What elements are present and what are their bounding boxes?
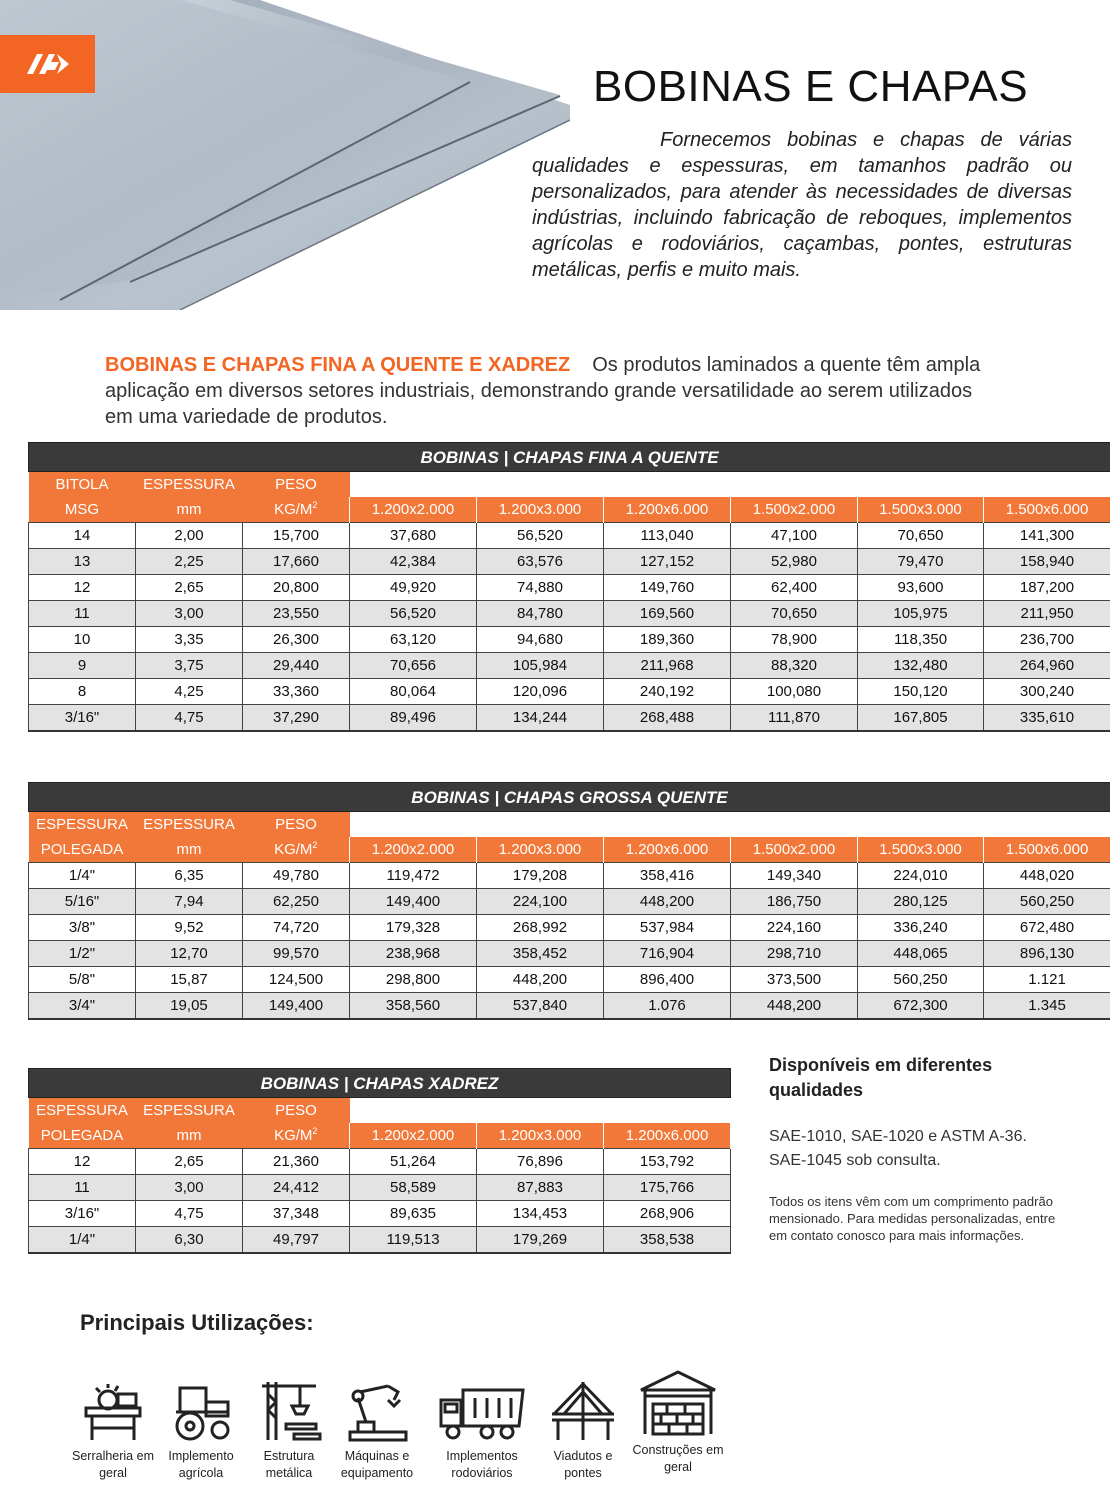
- table-cell: 33,360: [243, 679, 350, 705]
- column-header: BITOLA: [29, 472, 136, 498]
- column-header: PESO: [243, 1098, 350, 1124]
- table-row: [29, 601, 1110, 627]
- table-cell: 56,520: [477, 523, 604, 549]
- column-unit: [136, 1123, 243, 1149]
- table-cell: 1.345: [984, 993, 1110, 1020]
- table-cell: 298,710: [731, 941, 858, 967]
- table-cell: 560,250: [984, 889, 1110, 915]
- page-title: BOBINAS E CHAPAS: [593, 62, 1029, 111]
- table-cell: 238,968: [350, 941, 477, 967]
- table-grossa-quente: [28, 782, 1110, 1020]
- header-blank: [350, 812, 1110, 838]
- table-cell: 1/2": [29, 941, 136, 967]
- table-cell: 37,680: [350, 523, 477, 549]
- table-cell: 37,290: [243, 705, 350, 732]
- table-cell: 7,94: [136, 889, 243, 915]
- table-cell: 6,30: [136, 1227, 243, 1254]
- size-header: 1.200x3.000: [477, 1123, 604, 1149]
- table-cell: 29,440: [243, 653, 350, 679]
- table-cell: 15,87: [136, 967, 243, 993]
- table-row: [29, 863, 1110, 889]
- table-cell: 19,05: [136, 993, 243, 1020]
- table-cell: 70,656: [350, 653, 477, 679]
- column-unit: [29, 497, 136, 523]
- dump-truck-icon: [437, 1378, 527, 1444]
- table-cell: 5/16": [29, 889, 136, 915]
- table-title-row: [29, 1069, 731, 1098]
- table-cell: 672,300: [858, 993, 984, 1020]
- table-cell: 3,00: [136, 1175, 243, 1201]
- table-cell: 5/8": [29, 967, 136, 993]
- table-cell: 100,080: [731, 679, 858, 705]
- table-cell: 2,00: [136, 523, 243, 549]
- table-xadrez: [28, 1068, 731, 1254]
- unit-label: KG/M: [274, 501, 313, 518]
- table-row: [29, 679, 1110, 705]
- table-cell: 896,130: [984, 941, 1110, 967]
- table-cell: 448,200: [604, 889, 731, 915]
- table-cell: 448,065: [858, 941, 984, 967]
- header-row: [29, 812, 1110, 838]
- table-cell: 70,650: [731, 601, 858, 627]
- size-header: 1.200x2.000: [350, 1123, 477, 1149]
- table-cell: 11: [29, 1175, 136, 1201]
- table-cell: 15,700: [243, 523, 350, 549]
- size-header: 1.200x6.000: [604, 837, 731, 863]
- table-cell: 167,805: [858, 705, 984, 732]
- table-cell: 76,896: [477, 1149, 604, 1175]
- table-cell: 716,904: [604, 941, 731, 967]
- table-cell: 169,560: [604, 601, 731, 627]
- table-cell: 37,348: [243, 1201, 350, 1227]
- table-cell: 335,610: [984, 705, 1110, 732]
- table-cell: 2,65: [136, 575, 243, 601]
- table-row: [29, 1175, 731, 1201]
- table-title: BOBINAS | CHAPAS XADREZ: [29, 1069, 731, 1098]
- table-row: [29, 523, 1110, 549]
- table-cell: 17,660: [243, 549, 350, 575]
- table-row: [29, 889, 1110, 915]
- table-cell: 448,200: [731, 993, 858, 1020]
- header-row: [29, 497, 1110, 523]
- table-cell: 186,750: [731, 889, 858, 915]
- section-text: Os produtos laminados a quente têm ampla aplicação em diversos setores industriais, demonstrando grande versatilidade ao serem utilizados em uma variedade de produtos.: [105, 354, 981, 428]
- table-cell: 537,840: [477, 993, 604, 1020]
- table-cell: 89,496: [350, 705, 477, 732]
- size-header: 1.500x3.000: [858, 497, 984, 523]
- table-cell: 896,400: [604, 967, 731, 993]
- table-cell: 8: [29, 679, 136, 705]
- table-title: BOBINAS | CHAPAS GROSSA QUENTE: [29, 783, 1110, 812]
- table-cell: 224,100: [477, 889, 604, 915]
- table-cell: 189,360: [604, 627, 731, 653]
- table-cell: 47,100: [731, 523, 858, 549]
- table-cell: 80,064: [350, 679, 477, 705]
- uses-list: [70, 1378, 750, 1493]
- table-cell: 3,00: [136, 601, 243, 627]
- qualities-title: Disponíveis em diferentes qualidades: [769, 1055, 993, 1100]
- table-cell: 24,412: [243, 1175, 350, 1201]
- table-row: [29, 575, 1110, 601]
- unit-label: mm: [176, 501, 202, 518]
- size-header: 1.500x6.000: [984, 837, 1110, 863]
- section-heading: BOBINAS E CHAPAS FINA A QUENTE E XADREZ: [105, 354, 571, 376]
- table-cell: 448,020: [984, 863, 1110, 889]
- table-cell: 560,250: [858, 967, 984, 993]
- table-cell: 52,980: [731, 549, 858, 575]
- table-cell: 298,800: [350, 967, 477, 993]
- table-cell: 2,25: [136, 549, 243, 575]
- table-row: [29, 1149, 731, 1175]
- column-unit: [136, 837, 243, 863]
- table-cell: 3,75: [136, 653, 243, 679]
- table-cell: 14: [29, 523, 136, 549]
- table-cell: 9,52: [136, 915, 243, 941]
- table-cell: 105,984: [477, 653, 604, 679]
- table-cell: 211,968: [604, 653, 731, 679]
- column-unit: [29, 837, 136, 863]
- table-cell: 1/4": [29, 1227, 136, 1254]
- building-icon: [637, 1368, 719, 1438]
- bridge-icon: [548, 1378, 618, 1444]
- table-cell: 49,780: [243, 863, 350, 889]
- table-cell: 280,125: [858, 889, 984, 915]
- table-cell: 124,500: [243, 967, 350, 993]
- table-cell: 87,883: [477, 1175, 604, 1201]
- table-cell: 268,992: [477, 915, 604, 941]
- table-cell: 149,340: [731, 863, 858, 889]
- table-cell: 1.121: [984, 967, 1110, 993]
- table-cell: 4,75: [136, 705, 243, 732]
- table-cell: 21,360: [243, 1149, 350, 1175]
- table-row: [29, 549, 1110, 575]
- qualities-note: Todos os itens vêm com um comprimento padrão mensionado. Para medidas personalizadas, entre em contato conosco para mais informações.: [769, 1194, 1056, 1243]
- size-header: 1.200x2.000: [350, 837, 477, 863]
- use-item: Construções em geral: [630, 1368, 726, 1476]
- table-cell: 268,488: [604, 705, 731, 732]
- table-cell: 179,208: [477, 863, 604, 889]
- table-row: [29, 1201, 731, 1227]
- intro-paragraph: Fornecemos bobinas e chapas de várias qualidades e espessuras, em tamanhos padrão ou personalizados, para atender às necessidades de diversas indústrias, incluindo fabricação de reboques, implementos agrícolas e rodoviários, caçambas, pontes, estruturas metálicas, perfis e muito mais.: [532, 129, 1072, 281]
- table-cell: 3/16": [29, 1201, 136, 1227]
- table-cell: 94,680: [477, 627, 604, 653]
- table-cell: 111,870: [731, 705, 858, 732]
- column-header: ESPESSURA: [136, 472, 243, 498]
- table-cell: 3/8": [29, 915, 136, 941]
- column-header: ESPESSURA: [136, 812, 243, 838]
- table-cell: 93,600: [858, 575, 984, 601]
- table-cell: 1.076: [604, 993, 731, 1020]
- table-cell: 336,240: [858, 915, 984, 941]
- use-item: Máquinas e equipamento: [334, 1378, 420, 1482]
- table-cell: 236,700: [984, 627, 1110, 653]
- column-unit: [243, 837, 350, 863]
- size-header: 1.500x3.000: [858, 837, 984, 863]
- table-cell: 26,300: [243, 627, 350, 653]
- table-cell: 120,096: [477, 679, 604, 705]
- size-header: 1.200x2.000: [350, 497, 477, 523]
- column-header: ESPESSURA: [136, 1098, 243, 1124]
- table-cell: 300,240: [984, 679, 1110, 705]
- superscript: 2: [312, 500, 318, 510]
- table-cell: 240,192: [604, 679, 731, 705]
- size-header: 1.200x6.000: [604, 497, 731, 523]
- table-cell: 62,400: [731, 575, 858, 601]
- table-cell: 23,550: [243, 601, 350, 627]
- table-cell: 70,650: [858, 523, 984, 549]
- table-cell: 224,160: [731, 915, 858, 941]
- table-cell: 20,800: [243, 575, 350, 601]
- unit-label: mm: [176, 1127, 202, 1144]
- table-cell: 4,25: [136, 679, 243, 705]
- table-cell: 158,940: [984, 549, 1110, 575]
- table-cell: 358,560: [350, 993, 477, 1020]
- table-cell: 11: [29, 601, 136, 627]
- table-cell: 153,792: [604, 1149, 731, 1175]
- table-cell: 149,760: [604, 575, 731, 601]
- table-row: [29, 705, 1110, 732]
- table-cell: 2,65: [136, 1149, 243, 1175]
- unit-label: POLEGADA: [40, 1127, 124, 1144]
- table-cell: 119,513: [350, 1227, 477, 1254]
- column-header: PESO: [243, 472, 350, 498]
- table-cell: 12: [29, 1149, 136, 1175]
- table-cell: 12,70: [136, 941, 243, 967]
- size-header: 1.200x3.000: [477, 497, 604, 523]
- table-cell: 12: [29, 575, 136, 601]
- table-cell: 49,797: [243, 1227, 350, 1254]
- table-cell: 149,400: [243, 993, 350, 1020]
- table-cell: 141,300: [984, 523, 1110, 549]
- header-blank: [350, 1098, 731, 1124]
- table-cell: 42,384: [350, 549, 477, 575]
- table-cell: 9: [29, 653, 136, 679]
- header-row: [29, 1123, 731, 1149]
- table-cell: 358,538: [604, 1227, 731, 1254]
- table-cell: 63,120: [350, 627, 477, 653]
- table-cell: 3/16": [29, 705, 136, 732]
- table-cell: 56,520: [350, 601, 477, 627]
- table-cell: 51,264: [350, 1149, 477, 1175]
- table-cell: 373,500: [731, 967, 858, 993]
- unit-label: KG/M: [274, 1127, 313, 1144]
- column-unit: [243, 1123, 350, 1149]
- table-cell: 358,452: [477, 941, 604, 967]
- table-cell: 537,984: [604, 915, 731, 941]
- robot-arm-icon: [342, 1378, 412, 1444]
- use-item: Implemento agrícola: [158, 1378, 244, 1482]
- table-cell: 3,35: [136, 627, 243, 653]
- table-cell: 268,906: [604, 1201, 731, 1227]
- table-cell: 49,920: [350, 575, 477, 601]
- table-cell: 10: [29, 627, 136, 653]
- size-header: 1.500x6.000: [984, 497, 1110, 523]
- table-cell: 84,780: [477, 601, 604, 627]
- header-row: [29, 472, 1110, 498]
- column-header: PESO: [243, 812, 350, 838]
- unit-label: KG/M: [274, 841, 313, 858]
- tractor-icon: [166, 1378, 236, 1444]
- table-cell: 175,766: [604, 1175, 731, 1201]
- table-cell: 179,328: [350, 915, 477, 941]
- logo-mark-icon: [25, 52, 71, 76]
- superscript: 2: [312, 840, 318, 850]
- table-cell: 89,635: [350, 1201, 477, 1227]
- table-cell: 211,950: [984, 601, 1110, 627]
- table-cell: 63,576: [477, 549, 604, 575]
- column-unit: [136, 497, 243, 523]
- table-cell: 224,010: [858, 863, 984, 889]
- table-cell: 105,975: [858, 601, 984, 627]
- table-title-row: [29, 783, 1110, 812]
- column-header: ESPESSURA: [29, 1098, 136, 1124]
- table-cell: 127,152: [604, 549, 731, 575]
- table-cell: 3/4": [29, 993, 136, 1020]
- use-item: Implementos rodoviários: [434, 1378, 530, 1482]
- table-cell: 13: [29, 549, 136, 575]
- table-title-row: [29, 443, 1110, 472]
- table-cell: 149,400: [350, 889, 477, 915]
- table-row: [29, 967, 1110, 993]
- table-cell: 1/4": [29, 863, 136, 889]
- table-cell: 74,720: [243, 915, 350, 941]
- table-cell: 134,244: [477, 705, 604, 732]
- table-row: [29, 1227, 731, 1254]
- company-logo: [0, 35, 95, 93]
- table-fina-quente: [28, 442, 1110, 732]
- size-header: 1.200x3.000: [477, 837, 604, 863]
- saw-bench-icon: [78, 1378, 148, 1444]
- uses-title: Principais Utilizações:: [80, 1310, 314, 1335]
- unit-label: mm: [176, 841, 202, 858]
- table-cell: 88,320: [731, 653, 858, 679]
- table-row: [29, 941, 1110, 967]
- table-cell: 448,200: [477, 967, 604, 993]
- unit-label: POLEGADA: [40, 841, 124, 858]
- table-cell: 264,960: [984, 653, 1110, 679]
- column-header: ESPESSURA: [29, 812, 136, 838]
- table-cell: 187,200: [984, 575, 1110, 601]
- table-cell: 62,250: [243, 889, 350, 915]
- header-row: [29, 837, 1110, 863]
- crane-structure-icon: [254, 1378, 324, 1444]
- section-intro: [105, 352, 1005, 430]
- table-cell: 58,589: [350, 1175, 477, 1201]
- header-row: [29, 1098, 731, 1124]
- table-cell: 6,35: [136, 863, 243, 889]
- qualities-text: SAE-1010, SAE-1020 e ASTM A-36. SAE-1045 sob consulta.: [769, 1128, 1027, 1169]
- size-header: 1.200x6.000: [604, 1123, 731, 1149]
- table-cell: 4,75: [136, 1201, 243, 1227]
- size-header: 1.500x2.000: [731, 837, 858, 863]
- table-row: [29, 915, 1110, 941]
- table-cell: 99,570: [243, 941, 350, 967]
- table-row: [29, 627, 1110, 653]
- use-item: Serralheria em geral: [70, 1378, 156, 1482]
- table-cell: 118,350: [858, 627, 984, 653]
- use-item: Viadutos e pontes: [540, 1378, 626, 1482]
- table-cell: 119,472: [350, 863, 477, 889]
- superscript: 2: [312, 1126, 318, 1136]
- table-cell: 113,040: [604, 523, 731, 549]
- table-cell: 134,453: [477, 1201, 604, 1227]
- header-blank: [350, 472, 1110, 498]
- table-cell: 358,416: [604, 863, 731, 889]
- table-row: [29, 993, 1110, 1020]
- table-cell: 179,269: [477, 1227, 604, 1254]
- table-cell: 79,470: [858, 549, 984, 575]
- size-header: 1.500x2.000: [731, 497, 858, 523]
- table-cell: 78,900: [731, 627, 858, 653]
- table-row: [29, 653, 1110, 679]
- column-unit: [29, 1123, 136, 1149]
- table-cell: 672,480: [984, 915, 1110, 941]
- table-cell: 132,480: [858, 653, 984, 679]
- table-cell: 74,880: [477, 575, 604, 601]
- table-cell: 150,120: [858, 679, 984, 705]
- unit-label: MSG: [64, 501, 100, 518]
- use-item: Estrutura metálica: [246, 1378, 332, 1482]
- table-title: BOBINAS | CHAPAS FINA A QUENTE: [29, 443, 1110, 472]
- column-unit: [243, 497, 350, 523]
